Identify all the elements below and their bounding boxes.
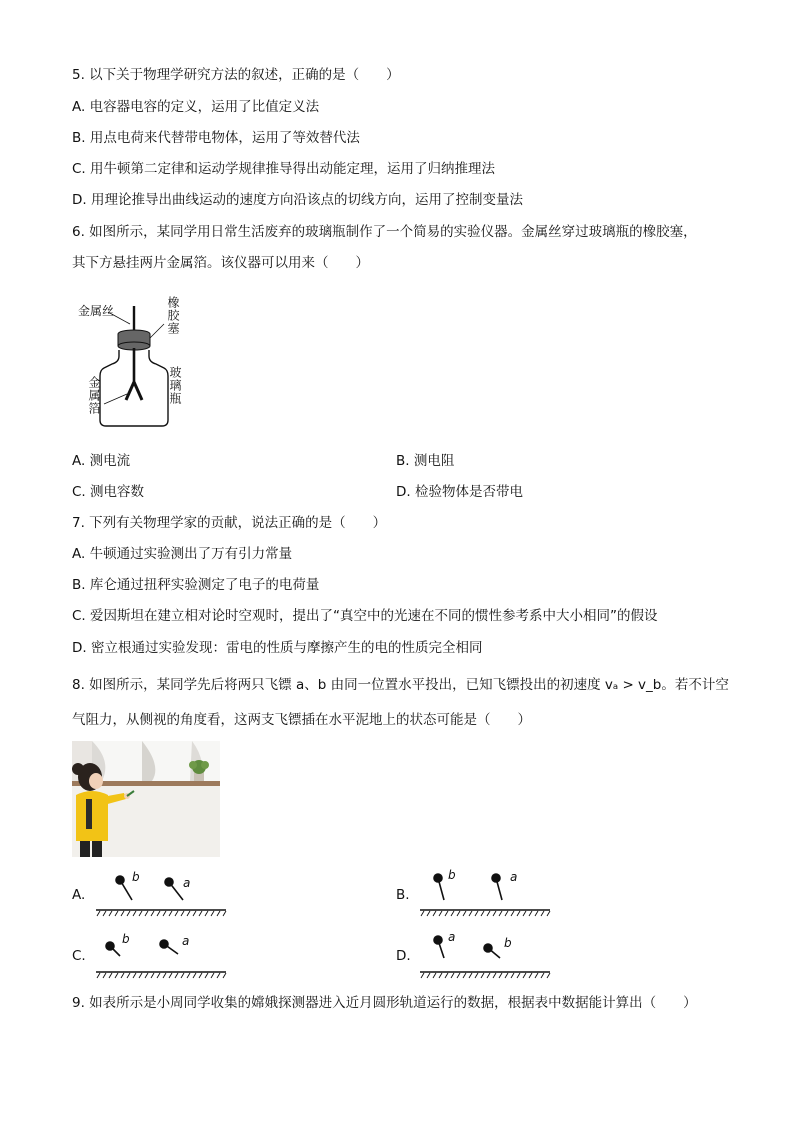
option-b-darts-drawing	[416, 868, 556, 920]
foil-label: 金属箔	[87, 376, 101, 415]
girl-throwing-dart-photo	[72, 741, 220, 857]
wire-label: 金属丝	[78, 304, 115, 318]
q5-option-b: B. 用点电荷来代替带电物体，运用了等效替代法	[72, 130, 360, 146]
q7-option-b: B. 库仑通过扭秤实验测定了电子的电荷量	[72, 577, 320, 593]
q6-stem-line2: 其下方悬挂两片金属箔。该仪器可以用来（ ）	[72, 255, 369, 271]
option-a-darts-figure	[92, 868, 232, 920]
option-c-darts-drawing	[92, 930, 232, 982]
q6-option-a: A. 测电流	[72, 453, 131, 469]
option-a-darts-drawing	[92, 868, 232, 920]
q6-option-d: D. 检验物体是否带电	[396, 484, 523, 500]
option-b-darts-figure	[416, 868, 556, 920]
q5-stem: 5. 以下关于物理学研究方法的叙述，正确的是（ ）	[72, 67, 400, 83]
q8-option-d-letter: D.	[396, 948, 411, 964]
option-a-dart-label-2: a	[183, 876, 191, 890]
option-c-dart-label-2: a	[182, 934, 190, 948]
option-c-dart-label-1: b	[122, 932, 130, 946]
q8-stem-line2: 气阻力，从侧视的角度看，这两支飞镖插在水平泥地上的状态可能是（ ）	[72, 712, 531, 728]
q8-option-c-letter: C.	[72, 948, 86, 964]
q5-option-a: A. 电容器电容的定义，运用了比值定义法	[72, 99, 320, 115]
q7-stem: 7. 下列有关物理学家的贡献，说法正确的是（ ）	[72, 515, 387, 531]
option-d-darts-figure	[416, 930, 556, 982]
bottle-label: 玻璃瓶	[168, 366, 182, 405]
q9-stem: 9. 如表所示是小周同学收集的嫦娥探测器进入近月圆形轨道运行的数据，根据表中数据能计算出（ ）	[72, 995, 697, 1011]
option-c-darts-figure	[92, 930, 232, 982]
q7-option-a: A. 牛顿通过实验测出了万有引力常量	[72, 546, 293, 562]
q6-stem-line1: 6. 如图所示，某同学用日常生活废弃的玻璃瓶制作了一个简易的实验仪器。金属丝穿过玻璃瓶的橡胶塞，	[72, 224, 697, 240]
option-d-dart-label-2: b	[504, 936, 512, 950]
q8-option-b-letter: B.	[396, 887, 410, 903]
option-b-dart-label-1: b	[448, 868, 456, 882]
q8-option-a-letter: A.	[72, 887, 86, 903]
option-a-dart-label-1: b	[132, 870, 140, 884]
option-d-darts-drawing	[416, 930, 556, 982]
option-d-dart-label-1: a	[448, 930, 456, 944]
q6-option-b: B. 测电阻	[396, 453, 455, 469]
q6-option-c: C. 测电容数	[72, 484, 145, 500]
q5-option-d: D. 用理论推导出曲线运动的速度方向沿该点的切线方向，运用了控制变量法	[72, 192, 523, 208]
stopper-label: 橡胶塞	[166, 296, 180, 335]
option-b-dart-label-2: a	[510, 870, 518, 884]
q7-option-c: C. 爱因斯坦在建立相对论时空观时，提出了“真空中的光速在不同的惯性参考系中大小相同”的假设	[72, 608, 658, 624]
q7-option-d: D. 密立根通过实验发现：雷电的性质与摩擦产生的电的性质完全相同	[72, 640, 483, 656]
q8-stem-line1: 8. 如图所示，某同学先后将两只飞镖 a、b 由同一位置水平投出，已知飞镖投出的初速度 vₐ > v_b。若不计空	[72, 677, 729, 693]
q5-option-c: C. 用牛顿第二定律和运动学规律推导得出动能定理，运用了归纳推理法	[72, 161, 496, 177]
